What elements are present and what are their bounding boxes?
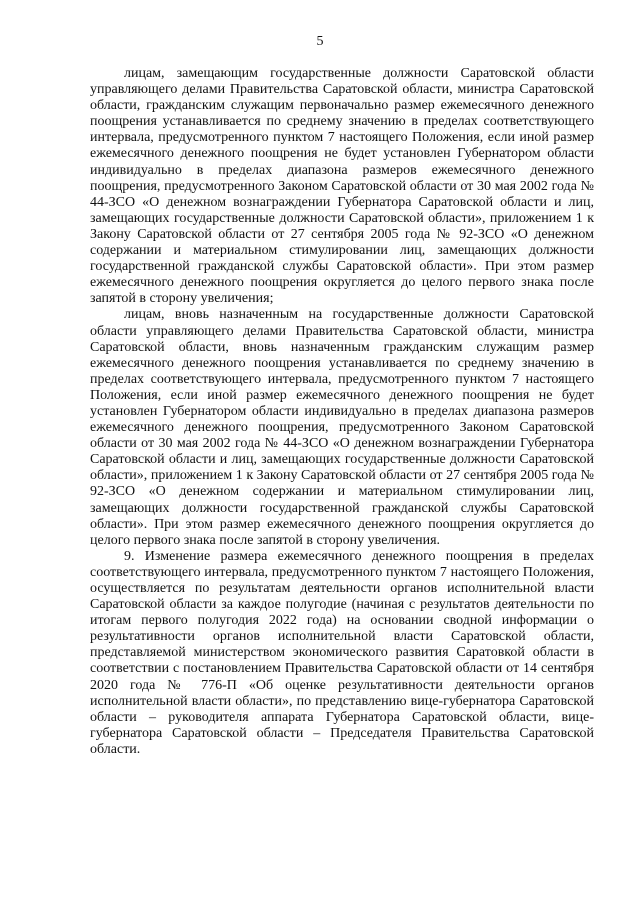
paragraph-item-9: 9. Изменение размера ежемесячного денежного поощрения в пределах соответствующего интервала, предусмотренного пунктом 7 настоящего Положения, осуществляется по результатам деятельности органов исполнительной власти Саратовской области за каждое полугодие (начиная с результатов деятельности по итогам первого полугодия 2022 года) на основании сводной информации о результативности органов исполнительной власти Саратовской области, представляемой министерством экономического развития Саратовкой области в соответствии с постановлением Правительства Саратовской области от 14 сентября 2020 года № 776-П «Об оценке результативности деятельности органов исполнительной власти области», по представлению вице-губернатора Саратовской области – руководителя аппарата Губернатора Саратовской области, вице-губернатора Саратовской области – Председателя Правительства Саратовской области. <box>90 548 594 757</box>
document-body <box>90 66 594 758</box>
paragraph-newly-appointed-officials: лицам, вновь назначенным на государственные должности Саратовской области управляющего делами Правительства Саратовской области, министра Саратовской области, вновь назначенным гражданским служащим размер ежемесячного денежного поощрения устанавливается по среднему значению в пределах соответствующего интервала, предусмотренного пунктом 7 настоящего Положения, если иной размер ежемесячного денежного поощрения не будет установлен Губернатором области индивидуально в пределах диапазона размеров ежемесячного денежного поощрения, предусмотренного Законом Саратовской области от 30 мая 2002 года № 44-ЗСО «О денежном вознаграждении Губернатора Саратовской области и лиц, замещающих государственные должности Саратовской области», приложением 1 к Закону Саратовской области от 27 сентября 2005 года № 92-ЗСО «О денежном содержании и материальном стимулировании лиц, замещающих должности государственной гражданской службы Саратовской области». При этом размер ежемесячного денежного поощрения округляется до целого первого знака после запятой в сторону увеличения. <box>90 307 594 548</box>
paragraph-current-officials: лицам, замещающим государственные должности Саратовской области управляющего делами Правительства Саратовской области, министра Саратовской области, гражданским служащим первоначально размер ежемесячного денежного поощрения устанавливается по среднему значению в пределах соответствующего интервала, предусмотренного пунктом 7 настоящего Положения, если иной размер ежемесячного денежного поощрения не будет установлен Губернатором области индивидуально в пределах диапазона размеров ежемесячного денежного поощрения, предусмотренного Законом Саратовской области от 30 мая 2002 года № 44-ЗСО «О денежном вознаграждении Губернатора Саратовской области и лиц, замещающих государственные должности Саратовской области», приложением 1 к Закону Саратовской области от 27 сентября 2005 года № 92-ЗСО «О денежном содержании и материальном стимулировании лиц, замещающих должности государственной гражданской службы Саратовской области». При этом размер ежемесячного денежного поощрения округляется до целого первого знака после запятой в сторону увеличения; <box>90 66 594 307</box>
page-number: 5 <box>316 34 324 49</box>
